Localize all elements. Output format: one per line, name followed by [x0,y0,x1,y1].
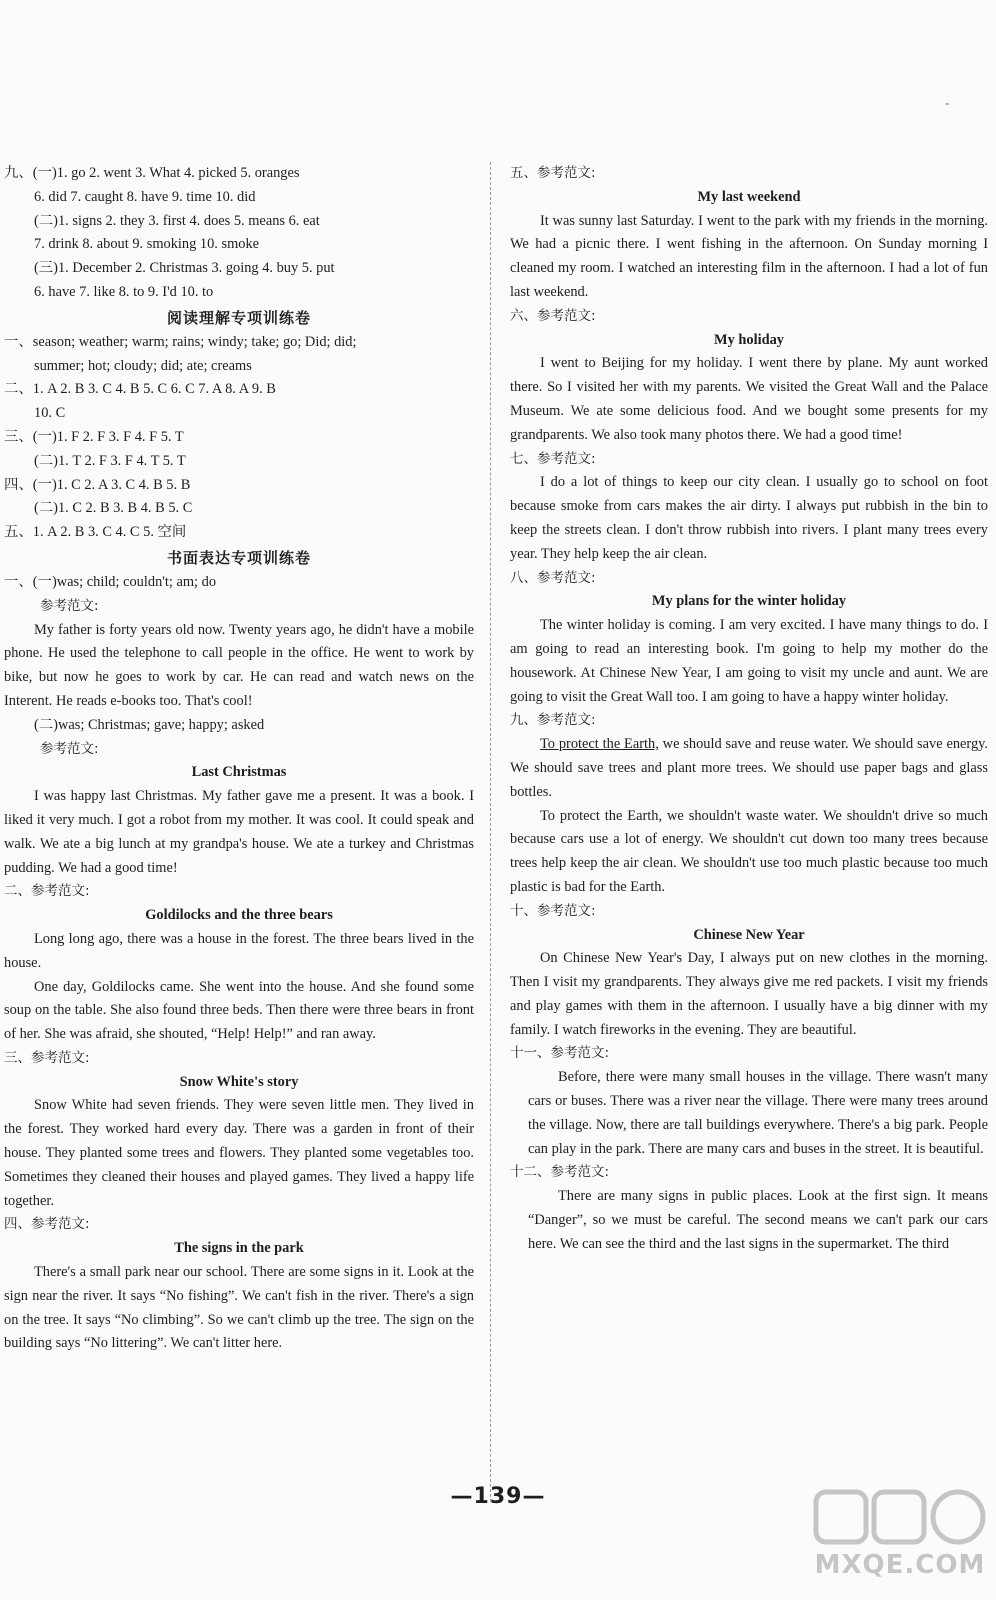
essay-label-2: 二、参考范文: [4,883,90,900]
answer-line: 五、1. A 2. B 3. C 4. C 5. 空间 [4,524,187,541]
essay-title: Chinese New Year [693,926,805,943]
essay-label-8: 八、参考范文: [510,569,596,586]
essay-title: The signs in the park [174,1240,304,1257]
essay-label-5: 五、参考范文: [510,165,596,181]
reference-label: 参考范文: [40,597,99,614]
essay-paragraph: The winter holiday is coming. I am very excited. I have many things to do. I am going to read an interesting book. I'm going to help my mother do the housework. At Chinese New Year, I am going to visit my uncle and aunt. We are going to visit the Great Wall too. I am going to have a happy winter holiday. [510,617,988,705]
right-column [510,162,988,1257]
answer-line: 九、(一)1. go 2. went 3. What 4. picked 5. oranges [4,165,300,181]
answer-line: 7. drink 8. about 9. smoking 10. smoke [34,236,260,253]
essay-title: My plans for the winter holiday [651,593,847,610]
answer-line: 二、1. A 2. B 3. C 4. B 5. C 6. C 7. A 8. A 9. B [4,381,276,398]
essay-paragraph: I was happy last Christmas. My father gave me a present. It was a book. I liked it very much. I got a robot from my mother. It was cool. It could speak and walk. We ate a big lunch at my grandpa's house. We ate a turkey and Christmas pudding. We had a good time! [4,788,474,876]
essay-paragraph: Long long ago, there was a house in the forest. The three bears lived in the house. [4,930,474,971]
essay-paragraph: I do a lot of things to keep our city clean. I usually go to school on foot because smoke from cars makes the air dirty. I always put rubbish in the bin to keep the streets clean. I don't throw rubbish into rivers. I plant many trees every year. They help keep the air clean. [510,474,988,562]
reading-section-title: 阅读理解专项训练卷 [166,308,311,327]
answer-line: (二)1. C 2. B 3. B 4. B 5. C [34,500,193,517]
paragraph-text: we should save and reuse water. We should save energy. We should save trees and plant more trees. We should use paper bags and glass bottles. [510,736,988,800]
essay-paragraph: It was sunny last Saturday. I went to the park with my friends in the morning. We had a picnic there. I went fishing in the afternoon. On Sunday morning I cleaned my room. I watched an interesting film in the afternoon. I had a lot of fun last weekend. [510,212,988,300]
writing-section-title: 书面表达专项训练卷 [166,548,311,567]
answer-line: 三、(一)1. F 2. F 3. F 4. F 5. T [4,428,184,445]
essay-paragraph: My father is forty years old now. Twenty years ago, he didn't have a mobile phone. He used the telephone to call people in the office. He went to work by bike, but now he goes to work by car. He can read and watch news on the Interent. He reads e-books too. That's cool! [4,621,474,709]
answer-line: 6. have 7. like 8. to 9. I'd 10. to [34,283,214,300]
essay-label-6: 六、参考范文: [510,307,596,324]
answer-line: 10. C [34,405,66,422]
essay-label-12: 十二、参考范文: [510,1164,610,1181]
column-divider [490,162,491,1502]
watermark-text: MXQE.COM [814,1550,986,1580]
essay-label-7: 七、参考范文: [510,450,596,467]
watermark-icon [810,1486,990,1550]
reference-label: 参考范文: [40,740,99,757]
essay-paragraph: One day, Goldilocks came. She went into the house. And she found some soup on the table. She also found three beds. Then there were three bears in front of her. She was afraid, she shouted, “Help! Help!” and ran away. [4,978,474,1043]
essay-title: Snow White's story [179,1073,299,1090]
essay-label-10: 十、参考范文: [510,902,596,919]
answer-line: 6. did 7. caught 8. have 9. time 10. did [34,188,256,205]
writing-answer-1b: (二)was; Christmas; gave; happy; asked [34,716,265,733]
essay-paragraph: There's a small park near our school. There are some signs in it. Look at the sign near the river. It says “No fishing”. We can't fish in the river. There's a sign on the tree. It says “No climbing”. So we can't climb up the tree. The sign on the building says “No littering”. We can't litter here. [4,1264,474,1352]
answer-line: (三)1. December 2. Christmas 3. going 4. buy 5. put [34,260,335,277]
answer-line: 一、season; weather; warm; rains; windy; take; go; Did; did; [4,333,357,350]
essay-label-9: 九、参考范文: [510,712,596,729]
essay-title: Goldilocks and the three bears [145,907,333,924]
essay-paragraph: There are many signs in public places. Look at the first sign. It means “Danger”, so we must be careful. The second means we can't park our cars here. We can see the third and the last signs in the supermarket. The third [528,1188,988,1252]
writing-answer-1: 一、(一)was; child; couldn't; am; do [4,573,217,590]
essay-paragraph: Before, there were many small houses in the village. There wasn't many cars or buses. There was a river near the village. There were many trees around the village. Now, there are tall buildings everywhere. There's a big park. People can play in the park. There are many cars and buses in the street. It is beautiful. [528,1069,988,1157]
answer-line: (二)1. signs 2. they 3. first 4. does 5. means 6. eat [34,212,320,229]
essay-label-11: 十一、参考范文: [510,1045,610,1062]
answer-line: 四、(一)1. C 2. A 3. C 4. B 5. B [4,476,191,493]
answer-line: (二)1. T 2. F 3. F 4. T 5. T [34,452,186,469]
underlined-phrase: To protect the Earth, [540,736,659,753]
corner-mark: - [945,96,950,111]
essay-title: Last Christmas [191,764,287,781]
essay-paragraph: On Chinese New Year's Day, I always put on new clothes in the morning. Then I visit my grandparents. They always give me red packets. I visit my friends and play games with them in the afternoon. I usually have a big dinner with my family. I watch fireworks in the evening. They are beautiful. [510,950,988,1038]
answer-line: summer; hot; cloudy; did; ate; creams [34,357,252,374]
essay-paragraph: Snow White had seven friends. They were seven little men. They lived in the forest. They worked hard every day. There was a garden in front of their house. They planted some trees and flowers. They planted some vegetables too. Sometimes they cleaned their houses and played games. They lived a happy life together. [4,1097,474,1209]
essay-paragraph: I went to Beijing for my holiday. I went there by plane. My aunt worked there. So I visited her with my parents. We visited the Great Wall and the Palace Museum. We ate some delicious food. And we bought some presents for my grandparents. We also took many photos there. We had a good time! [510,355,988,443]
essay-label-4: 四、参考范文: [4,1216,90,1233]
essay-title: My holiday [714,331,784,348]
answers-section-9 [4,162,474,305]
reading-answers [4,331,474,545]
watermark-logo [810,1486,990,1586]
essay-paragraph: To protect the Earth, we shouldn't waste water. We shouldn't drive so much because cars use a lot of energy. We shouldn't cut down too many trees because trees help keep the air clean. We shouldn't use too much plastic because too much plastic is bad for the Earth. [510,807,988,895]
essay-paragraph [510,733,988,804]
essay-title: My last weekend [697,188,801,205]
essay-label-3: 三、参考范文: [4,1049,90,1066]
left-column [4,162,474,1356]
page-number: —139— [450,1484,546,1509]
